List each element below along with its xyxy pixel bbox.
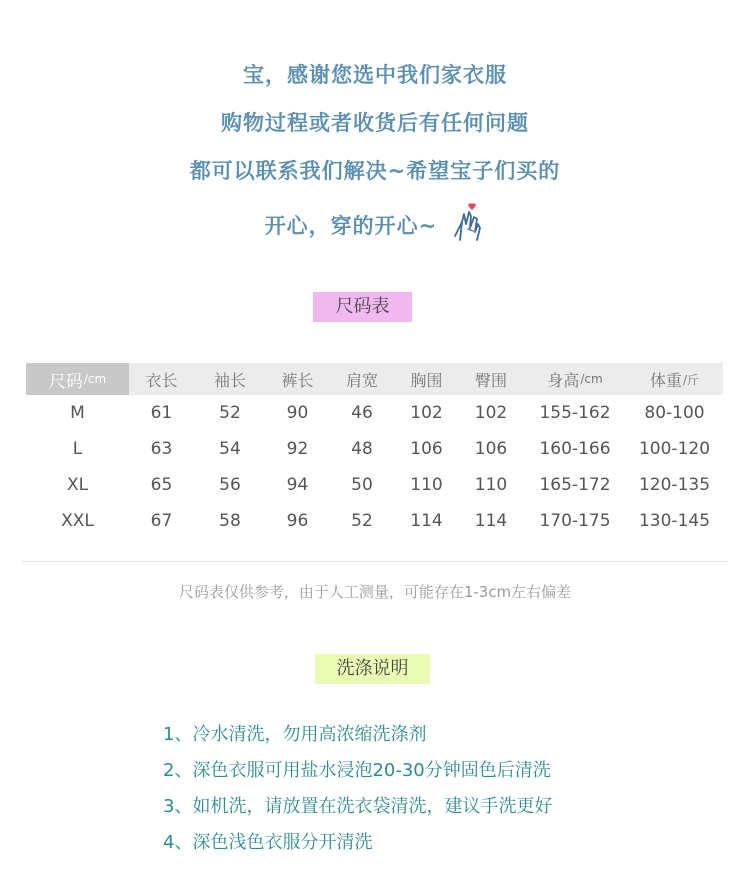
table-cell: 48 <box>351 439 373 459</box>
table-cell: 170-175 <box>539 511 611 531</box>
intro-line-4 <box>0 202 750 250</box>
intro-line-2: 购物过程或者收货后有任何问题 <box>221 111 529 135</box>
table-cell: 61 <box>150 403 173 423</box>
table-cell: XL <box>66 475 89 495</box>
table-cell: 54 <box>219 439 241 459</box>
header-length: 衣长 <box>145 370 178 390</box>
header-bust: 胸围 <box>410 370 443 390</box>
table-cell: 52 <box>351 511 373 531</box>
table-cell: 46 <box>351 403 373 423</box>
size-table <box>26 363 723 539</box>
table-cell: 130-145 <box>638 511 711 531</box>
size-table-header <box>26 363 723 395</box>
table-cell: 80-100 <box>644 403 705 423</box>
header-pants-length: 裤长 <box>281 370 314 390</box>
table-row <box>26 467 723 503</box>
table-cell: 102 <box>410 403 443 423</box>
table-cell: L <box>72 439 83 459</box>
table-cell: 114 <box>474 511 508 531</box>
header-hip: 臀围 <box>474 370 507 390</box>
table-row <box>26 395 723 431</box>
table-cell: 67 <box>150 511 173 531</box>
table-cell: 102 <box>474 403 508 423</box>
section-divider <box>22 561 728 562</box>
table-cell: 58 <box>219 511 241 531</box>
washing-instructions-title: 洗涤说明 <box>315 654 430 684</box>
table-row <box>26 503 723 539</box>
table-cell: 160-166 <box>539 439 611 459</box>
table-cell: 63 <box>150 439 173 459</box>
washing-instructions-list <box>163 721 723 865</box>
table-cell: 96 <box>286 511 309 531</box>
table-cell: 155-162 <box>539 403 611 423</box>
table-cell: 106 <box>474 439 508 459</box>
intro-line-4-text: 开心，穿的开心~ <box>264 214 438 238</box>
list-item: 1、冷水清洗，勿用高浓缩洗涤剂 <box>163 724 427 745</box>
table-cell: 94 <box>286 475 309 495</box>
table-cell: XXL <box>61 511 94 531</box>
intro-message <box>0 58 750 250</box>
table-cell: 120-135 <box>638 475 711 495</box>
table-cell: M <box>70 403 85 423</box>
size-chart-title: 尺码表 <box>313 292 412 322</box>
size-chart-note: 尺码表仅供参考，由于人工测量，可能存在1-3cm左右偏差 <box>178 583 572 601</box>
table-cell: 114 <box>410 511 443 531</box>
list-item: 2、深色衣服可用盐水浸泡20-30分钟固色后清洗 <box>163 760 551 781</box>
table-cell: 165-172 <box>539 475 611 495</box>
table-cell: 100-120 <box>638 439 711 459</box>
header-size: 尺码 /cm <box>26 363 129 395</box>
header-sleeve: 袖长 <box>213 370 246 390</box>
header-weight: 体重 /斤 <box>649 370 700 390</box>
table-cell: 106 <box>410 439 443 459</box>
list-item: 4、深色浅色衣服分开清洗 <box>163 832 373 853</box>
intro-line-1: 宝，感谢您选中我们家衣服 <box>243 63 507 87</box>
heart-hand-icon <box>449 202 485 252</box>
table-cell: 56 <box>219 475 241 495</box>
table-cell: 50 <box>351 475 373 495</box>
table-cell: 52 <box>219 403 241 423</box>
table-cell: 90 <box>286 403 309 423</box>
table-cell: 110 <box>410 475 443 495</box>
header-shoulder: 肩宽 <box>345 370 378 390</box>
intro-line-3: 都可以联系我们解决~希望宝子们买的 <box>189 159 561 183</box>
table-cell: 92 <box>286 439 309 459</box>
table-row <box>26 431 723 467</box>
header-height: 身高 /cm <box>547 370 603 390</box>
list-item: 3、如机洗，请放置在洗衣袋清洗，建议手洗更好 <box>163 796 553 817</box>
table-cell: 110 <box>474 475 508 495</box>
table-cell: 65 <box>150 475 173 495</box>
